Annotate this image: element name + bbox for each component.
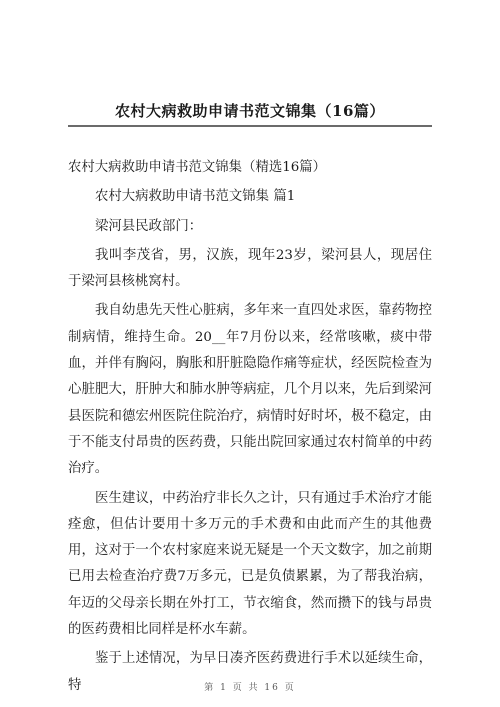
paragraph: 农村大病救助申请书范文锦集 篇1	[95, 189, 296, 205]
paragraph: 梁河县民政部门：	[95, 218, 203, 234]
paragraph: 鉴于上述情况，为早日凑齐医药费进行手术以延续生命，特	[68, 651, 432, 693]
paragraph: 医生建议，中药治疗非长久之计，只有通过手术治疗才能痊愈，但估计要用十多万元的手术费和由此而产生的其他费用，这对于一个农村家庭来说无疑是一个天文数字，加之前期已用去检查治疗费7万多元，已是负债累累，为了帮我治病，年迈的父母亲长期在外打工，节衣缩食，然而攒下的钱与昂贵的医药费相比同样是杯水车薪。	[68, 490, 432, 638]
paragraph: 我自幼患先天性心脏病，多年来一直四处求医，靠药物控制病情，维持生命。20__年7月份以来，经常咳嗽，痰中带血，并伴有胸闷，胸胀和肝脏隐隐作痛等症状，经医院检查为心脏肥大，肝肿大和肺水肿等病症，几个月以来，先后到梁河县医院和德宏州医院住院治疗，病情时好时坏，极不稳定，由于不能支付昂贵的医药费，只能出院回家通过农村简单的中药治疗。	[68, 303, 432, 477]
page-footer: 第 1 页 共 16 页	[204, 683, 296, 693]
paragraph: 我叫李茂省，男，汉族，现年23岁，梁河县人，现居住于梁河县核桃窝村。	[68, 247, 432, 290]
title-underline	[68, 125, 432, 127]
document-body	[68, 155, 432, 702]
paragraph: 农村大病救助申请书范文锦集（精选16篇）	[68, 160, 327, 175]
document-title: 农村大病救助申请书范文锦集（16篇）	[115, 102, 385, 120]
